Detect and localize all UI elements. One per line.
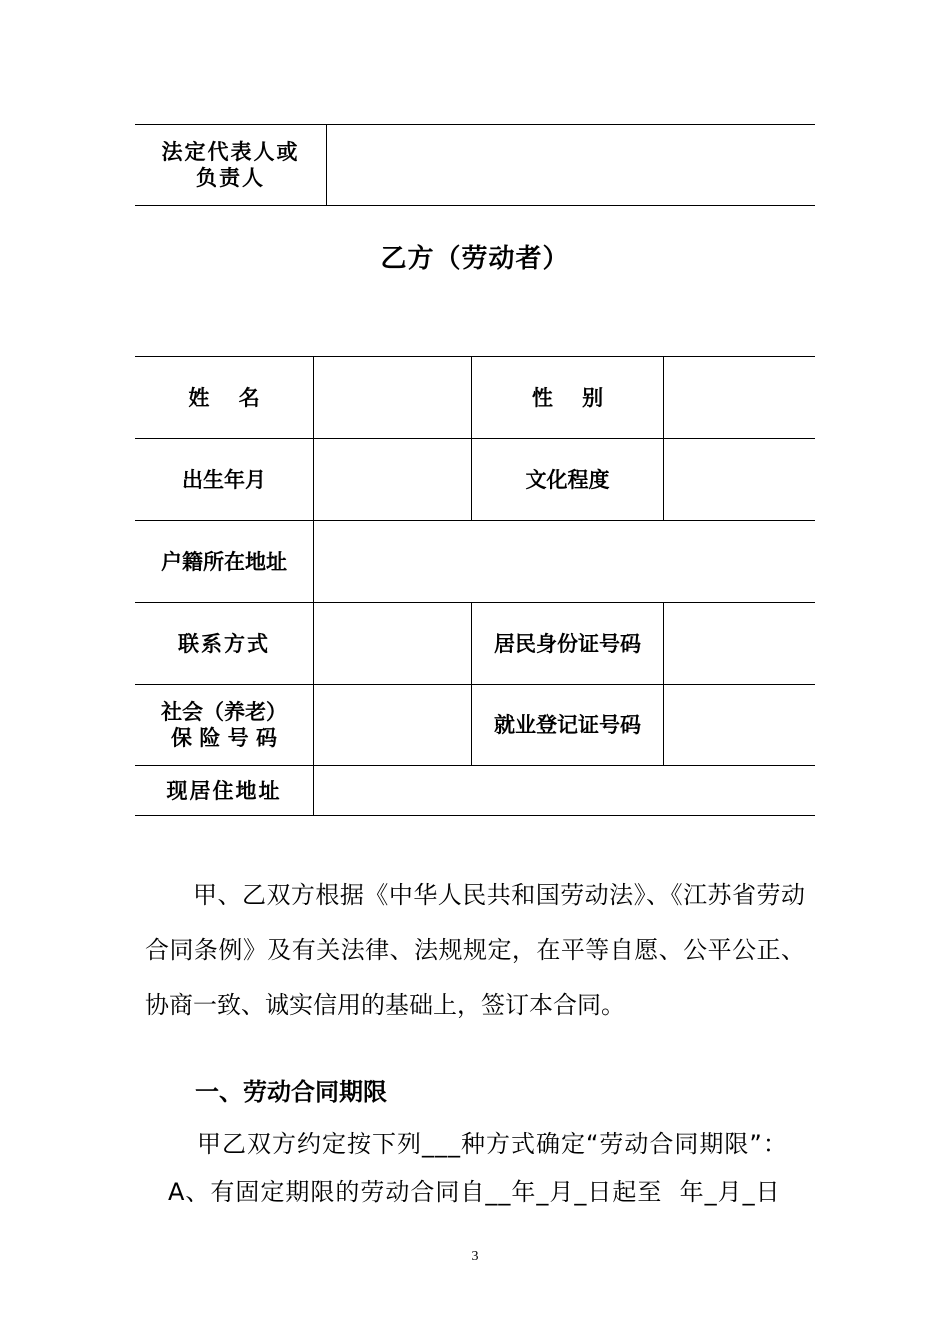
birth-value — [314, 439, 472, 520]
gender-value — [664, 357, 815, 438]
employment-number-value — [664, 685, 815, 765]
legal-representative-table — [135, 124, 815, 206]
household-address-label: 户籍所在地址 — [135, 521, 314, 602]
term-method-line: 甲乙双方约定按下列___种方式确定“劳动合同期限”： — [197, 1130, 788, 1158]
table-row — [135, 603, 815, 685]
residence-address-label: 现居住地址 — [135, 766, 314, 815]
table-row — [135, 521, 815, 603]
id-number-label: 居民身份证号码 — [472, 603, 664, 684]
education-value — [664, 439, 815, 520]
party-b-table — [135, 356, 815, 816]
table-row — [135, 685, 815, 766]
residence-address-value — [314, 766, 815, 815]
birth-label: 出生年月 — [135, 439, 314, 520]
id-number-value — [664, 603, 815, 684]
table-row — [135, 766, 815, 815]
education-label: 文化程度 — [472, 439, 664, 520]
intro-paragraph: 甲、乙双方根据《中华人民共和国劳动法》、《江苏省劳动合同条例》及有关法律、法规规定，在平等自愿、公平公正、协商一致、诚实信用的基础上，签订本合同。 — [145, 881, 805, 1019]
contact-value — [314, 603, 472, 684]
insurance-number-value — [314, 685, 472, 765]
section-title: 一、劳动合同期限 — [195, 1078, 387, 1106]
contact-label: 联系方式 — [135, 603, 314, 684]
legal-representative-label: 法定代表人或 负责人 — [135, 125, 327, 205]
employment-number-label: 就业登记证号码 — [472, 685, 664, 765]
page-number: 3 — [471, 1249, 479, 1264]
fixed-term-line: A、有固定期限的劳动合同自__年_月_日起至 年_月_日 — [168, 1178, 781, 1206]
name-label: 姓 名 — [135, 357, 314, 438]
table-row — [135, 357, 815, 439]
household-address-value — [314, 521, 815, 602]
name-value — [314, 357, 472, 438]
party-b-heading: 乙方（劳动者） — [380, 244, 570, 274]
table-row — [135, 439, 815, 521]
insurance-number-label: 社会（养老） 保 险 号 码 — [135, 685, 314, 765]
gender-label: 性 别 — [472, 357, 664, 438]
